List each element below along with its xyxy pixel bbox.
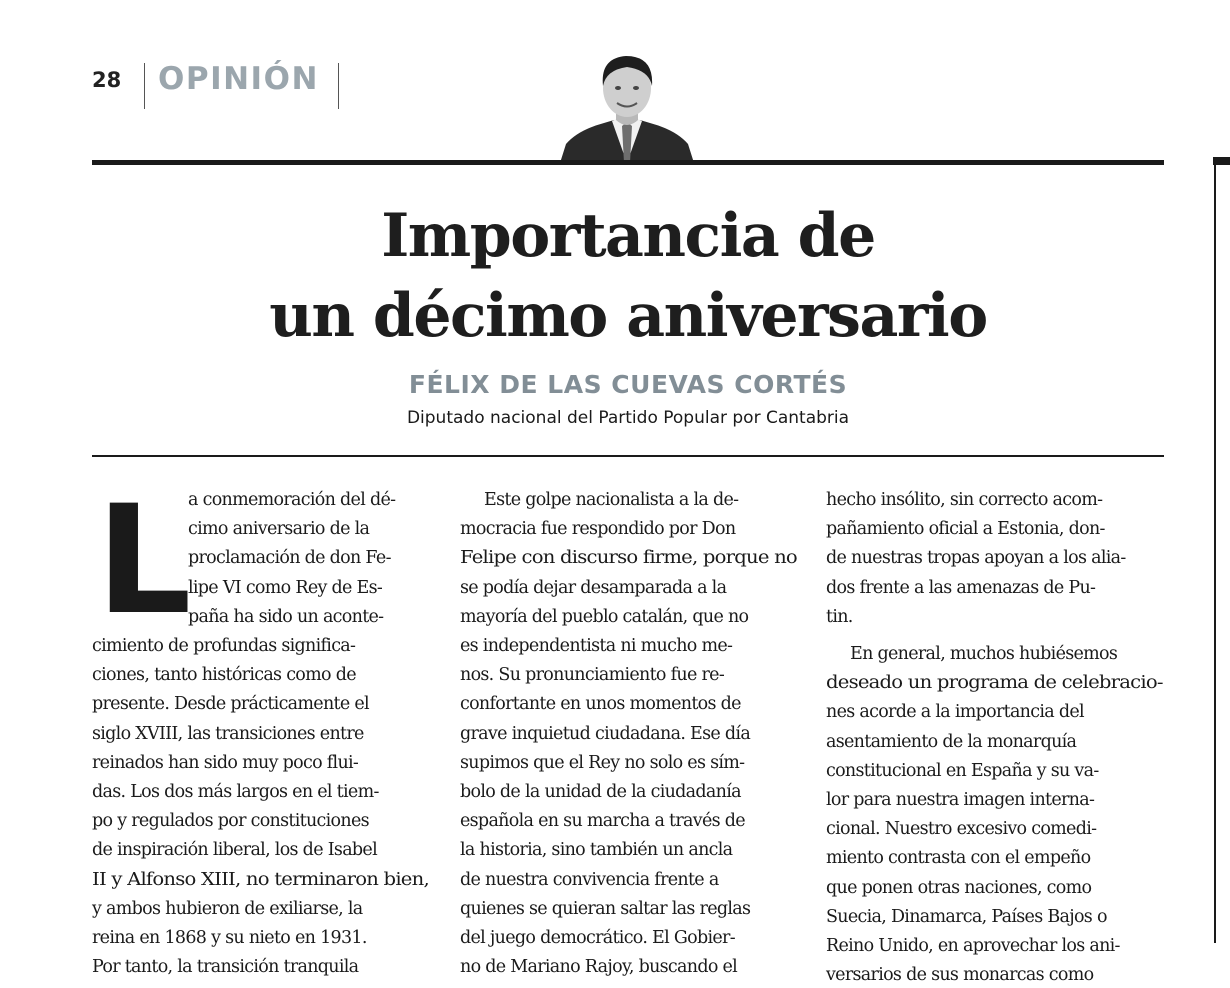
- article-text-line: de inspiración liberal, los de Isabel: [92, 840, 377, 861]
- article-text-line: paña ha sido un aconte-: [188, 606, 384, 627]
- article-text-line: nos. Su pronunciamiento fue re-: [460, 665, 725, 686]
- article-text-line: Este golpe nacionalista a la de-: [484, 490, 739, 510]
- page-number: 28: [92, 68, 122, 92]
- article-text-line: cional. Nuestro excesivo comedi-: [826, 819, 1097, 840]
- headline-line-2: un décimo aniversario: [269, 281, 987, 351]
- section-title: OPINIÓN: [158, 61, 319, 97]
- article-text-line: mocracia fue respondido por Don: [460, 519, 736, 540]
- article-text-line: pañamiento oficial a Estonia, don-: [826, 519, 1105, 540]
- article-text-line: asentamiento de la monarquía: [826, 731, 1077, 752]
- article-text-line: reina en 1868 y su nieto en 1931.: [92, 928, 367, 948]
- column-rule-cap: [1213, 157, 1230, 165]
- header-divider: [338, 63, 339, 109]
- article-text-line: siglo XVIII, las transiciones entre: [92, 723, 364, 744]
- article-text-line: hecho insólito, sin correcto acom-: [826, 490, 1103, 510]
- article-text-line: a conmemoración del dé-: [188, 490, 396, 510]
- article-text-line: constitucional en España y su va-: [826, 760, 1099, 781]
- article-text-line: po y regulados por constituciones: [92, 811, 369, 832]
- article-text-line: deseado un programa de celebracio-: [826, 673, 1163, 694]
- article-text-line: y ambos hubieron de exiliarse, la: [92, 898, 363, 919]
- article-text-line: quienes se quieran saltar las reglas: [460, 898, 751, 919]
- article-text-line: mayoría del pueblo catalán, que no: [460, 606, 749, 627]
- article-text-line: cimiento de profundas significa-: [92, 636, 356, 656]
- article-text-line: das. Los dos más largos en el tiem-: [92, 782, 379, 802]
- article-text-line: se podía dejar desamparada a la: [460, 577, 727, 598]
- article-text-line: lor para nuestra imagen interna-: [826, 790, 1095, 810]
- article-text-line: de nuestra convivencia frente a: [460, 869, 719, 890]
- author-photo: [560, 50, 694, 163]
- article-text-line: supimos que el Rey no solo es sím-: [460, 752, 745, 773]
- drop-cap-letter: L: [96, 474, 192, 648]
- byline-rule: [92, 455, 1164, 457]
- author-name: FÉLIX DE LAS CUEVAS CORTÉS: [408, 370, 848, 399]
- article-text-line: miento contrasta con el empeño: [826, 848, 1091, 869]
- article-text-line: no de Mariano Rajoy, buscando el: [460, 957, 738, 978]
- article-text-line: confortante en unos momentos de: [460, 694, 741, 715]
- column-divider: [1214, 165, 1216, 943]
- article-text-line: reinados han sido muy poco flui-: [92, 752, 359, 773]
- article-text-line: ciones, tanto históricas como de: [92, 665, 356, 686]
- article-text-line: bolo de la unidad de la ciudadanía: [460, 782, 741, 802]
- article-text-line: Suecia, Dinamarca, Países Bajos o: [826, 906, 1107, 927]
- article-text-line: de nuestras tropas apoyan a los alia-: [826, 548, 1126, 569]
- article-text-line: cimo aniversario de la: [188, 519, 370, 540]
- article-text-line: lipe VI como Rey de Es-: [188, 577, 383, 598]
- article-headline: [92, 196, 1164, 356]
- article-text-line: del juego democrático. El Gobier-: [460, 928, 735, 948]
- article-text-line: es independentista ni mucho me-: [460, 636, 733, 656]
- article-text-line: Felipe con discurso firme, porque no: [460, 548, 797, 569]
- article-text-line: presente. Desde prácticamente el: [92, 694, 369, 715]
- article-text-line: que ponen otras naciones, como: [826, 877, 1092, 898]
- article-text-line: proclamación de don Fe-: [188, 548, 391, 569]
- article-text-line: nes acorde a la importancia del: [826, 702, 1084, 723]
- header-divider: [144, 63, 145, 109]
- headline-line-1: Importancia de: [381, 201, 875, 271]
- article-text-line: Reino Unido, en aprovechar los ani-: [826, 936, 1120, 956]
- header-rule: [92, 160, 1164, 165]
- article-text-line: la historia, sino también un ancla: [460, 840, 733, 861]
- author-role: Diputado nacional del Partido Popular por Cantabria: [406, 408, 850, 428]
- article-text-line: grave inquietud ciudadana. Ese día: [460, 723, 751, 744]
- article-text-line: española en su marcha a través de: [460, 811, 745, 832]
- article-text-line: II y Alfonso XIII, no terminaron bien,: [92, 869, 429, 890]
- article-text-line: Por tanto, la transición tranquila: [92, 957, 359, 978]
- drop-cap: [96, 474, 192, 648]
- article-text-line: dos frente a las amenazas de Pu-: [826, 577, 1096, 598]
- article-text-line: En general, muchos hubiésemos: [850, 644, 1118, 664]
- article-text-line: versarios de sus monarcas como: [826, 965, 1094, 986]
- article-text-line: tin.: [826, 606, 853, 627]
